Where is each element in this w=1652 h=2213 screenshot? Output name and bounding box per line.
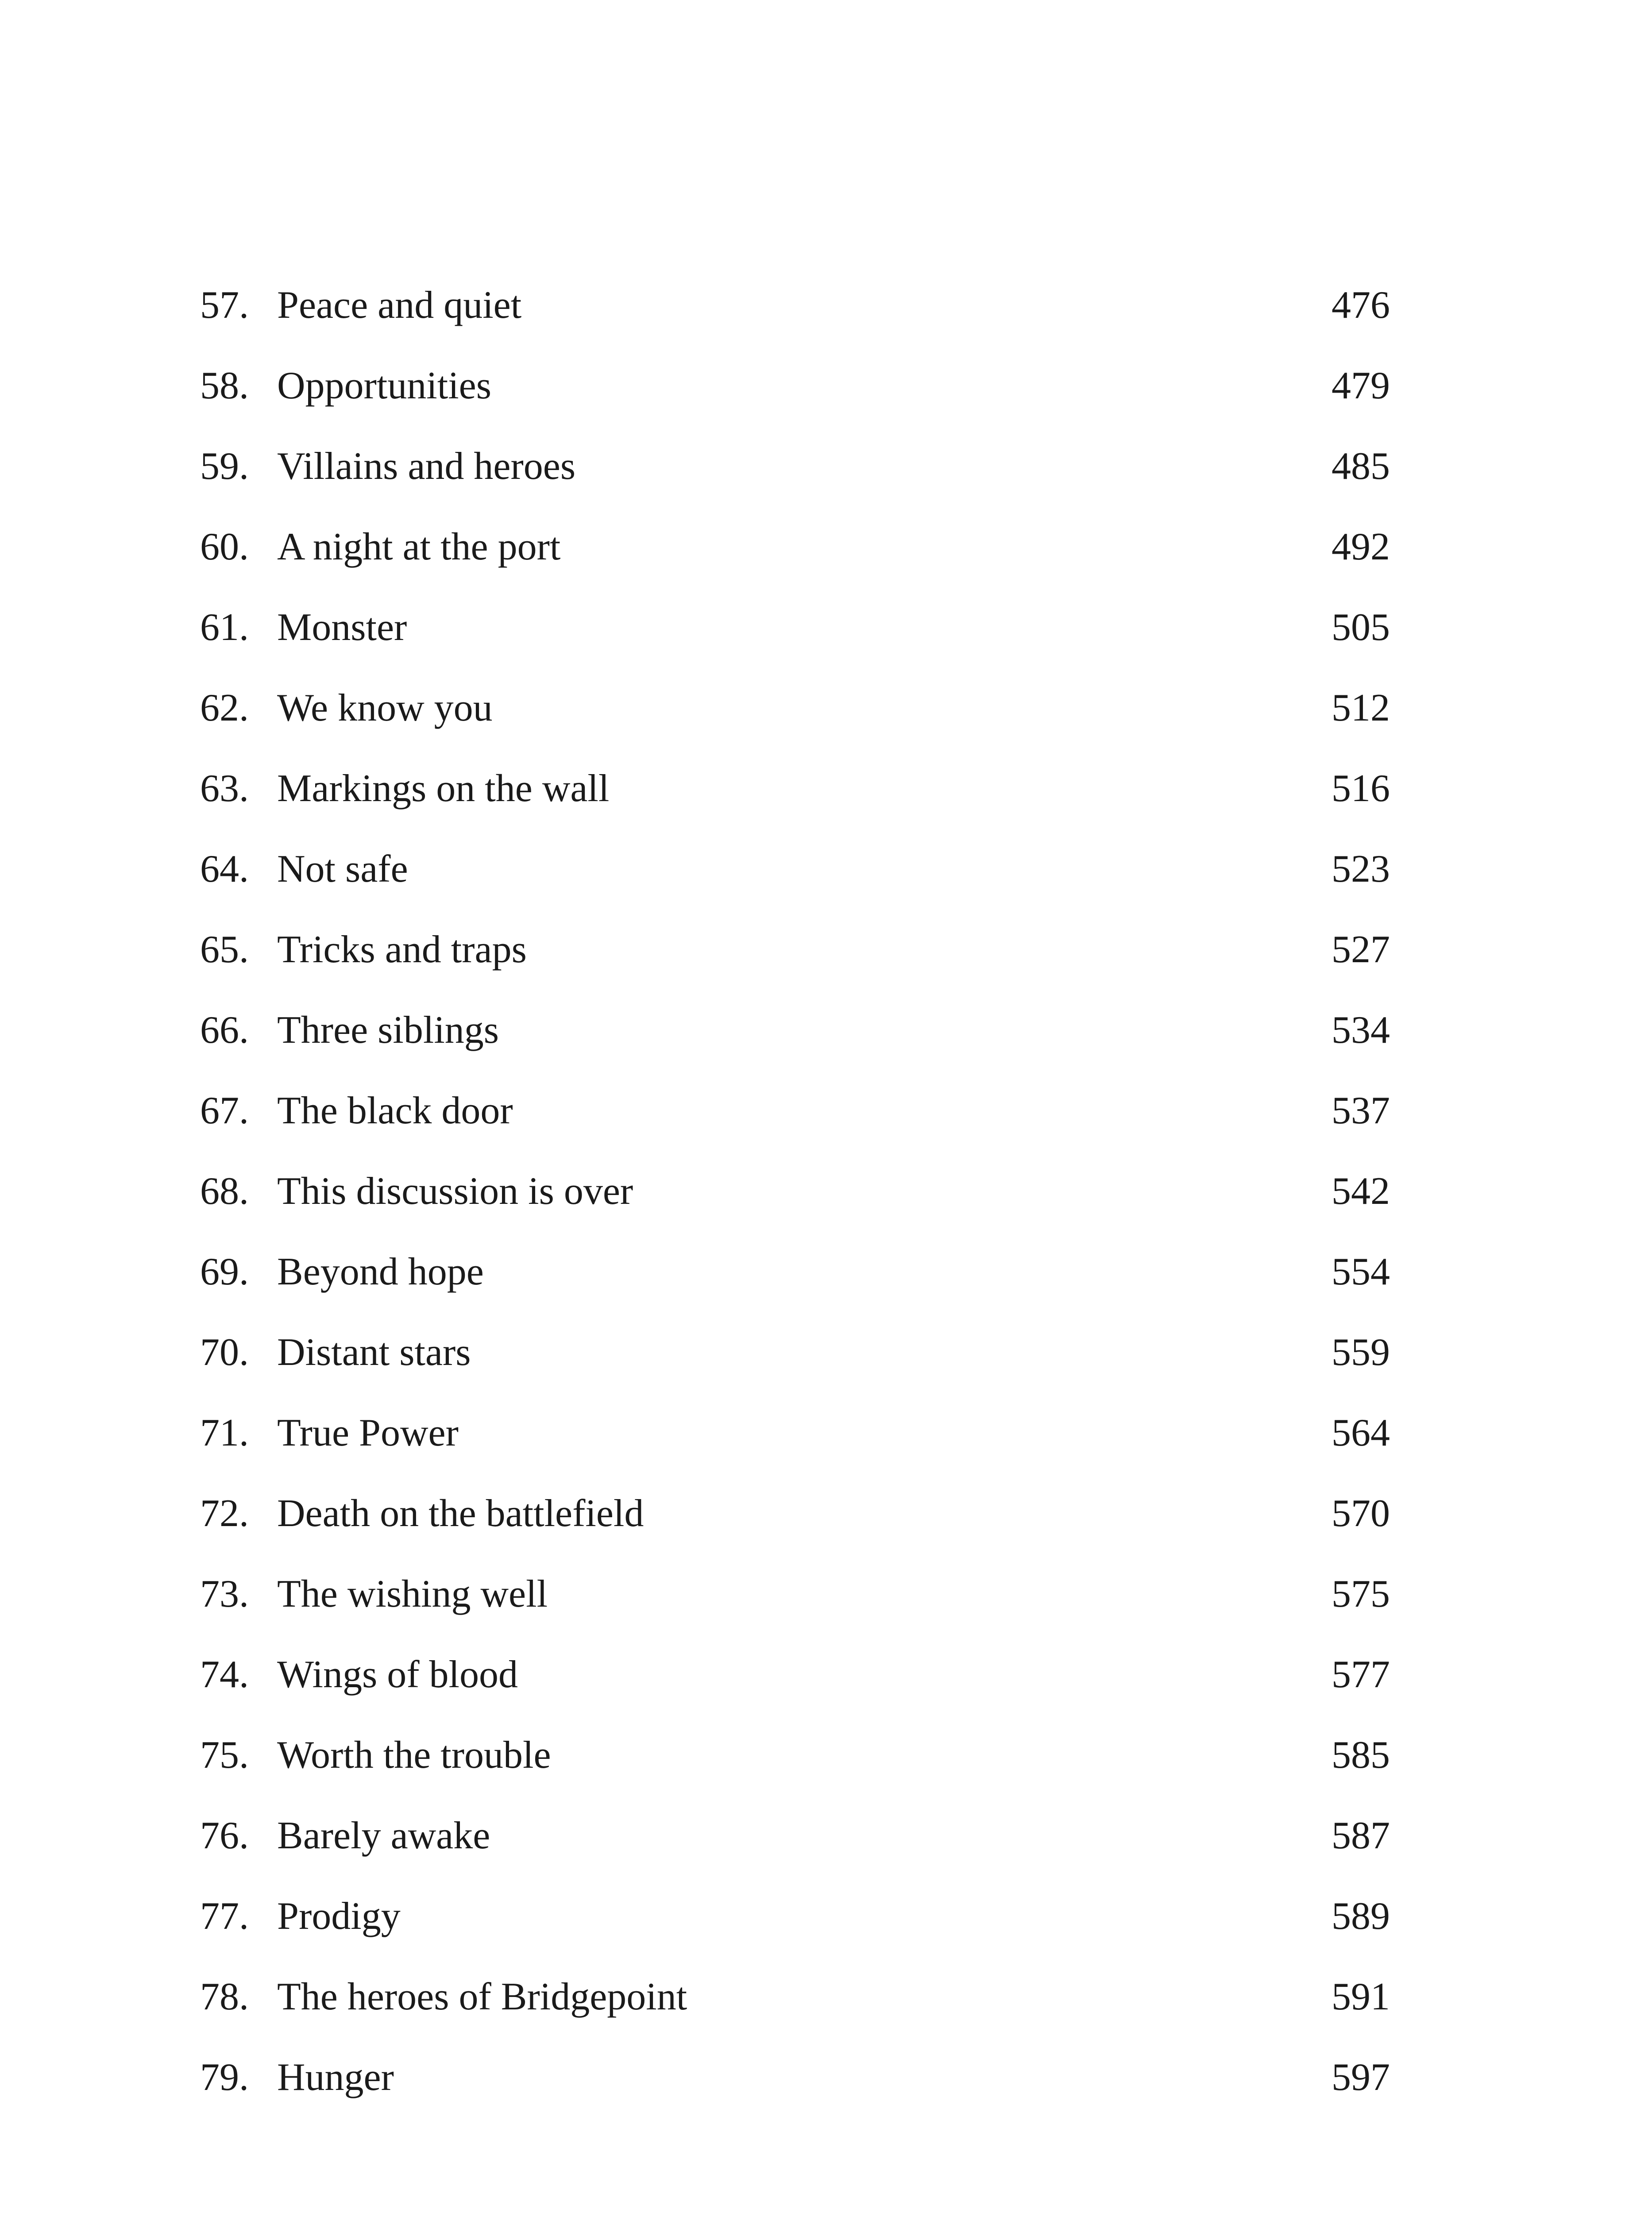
chapter-number: 71. [200,1411,249,1454]
page-number: 564 [1332,1411,1390,1454]
toc-entry [0,1326,1652,1379]
toc-entry [0,1648,1652,1701]
toc-entry [0,1245,1652,1299]
chapter-number: 65. [200,928,249,971]
chapter-number: 70. [200,1331,249,1374]
page-number: 537 [1332,1089,1390,1132]
chapter-number: 64. [200,848,249,891]
page-number: 589 [1332,1895,1390,1938]
chapter-title: Peace and quiet [277,284,522,327]
chapter-title: Worth the trouble [277,1734,551,1777]
chapter-number: 77. [200,1895,249,1938]
toc-entry [0,1970,1652,2024]
toc-entry [0,1407,1652,1460]
chapter-number: 74. [200,1653,249,1696]
chapter-number: 66. [200,1009,249,1052]
chapter-title: Three siblings [277,1009,499,1052]
toc-entry [0,1487,1652,1540]
chapter-title: This discussion is over [277,1170,633,1213]
chapter-title: Monster [277,606,407,649]
page-number: 575 [1332,1573,1390,1615]
toc-entry [0,1890,1652,1943]
toc-entry [0,1084,1652,1137]
toc-entry [0,440,1652,493]
toc-entry [0,520,1652,574]
toc-entry [0,601,1652,654]
page-number: 485 [1332,445,1390,488]
chapter-title: We know you [277,686,493,729]
chapter-number: 75. [200,1734,249,1777]
page-number: 505 [1332,606,1390,649]
chapter-title: Distant stars [277,1331,471,1374]
chapter-number: 78. [200,1975,249,2018]
chapter-number: 58. [200,364,249,407]
chapter-title: Opportunities [277,364,491,407]
toc-entry [0,1729,1652,1782]
toc-entry [0,2051,1652,2104]
toc-entry [0,1165,1652,1218]
chapter-number: 79. [200,2056,249,2099]
toc-entry [0,923,1652,976]
toc-entry [0,843,1652,896]
chapter-title: Beyond hope [277,1250,484,1293]
chapter-title: The heroes of Bridgepoint [277,1975,687,2018]
page-number: 554 [1332,1250,1390,1293]
chapter-number: 68. [200,1170,249,1213]
page-number: 527 [1332,928,1390,971]
chapter-number: 67. [200,1089,249,1132]
chapter-title: The wishing well [277,1573,548,1615]
chapter-title: Wings of blood [277,1653,518,1696]
toc-entry [0,1809,1652,1862]
toc-entry [0,279,1652,332]
chapter-number: 59. [200,445,249,488]
page-number: 585 [1332,1734,1390,1777]
chapter-title: The black door [277,1089,513,1132]
page-number: 591 [1332,1975,1390,2018]
chapter-number: 72. [200,1492,249,1535]
page-number: 570 [1332,1492,1390,1535]
page-number: 479 [1332,364,1390,407]
chapter-title: True Power [277,1411,459,1454]
chapter-title: Barely awake [277,1814,490,1857]
page-number: 559 [1332,1331,1390,1374]
chapter-title: Markings on the wall [277,767,610,810]
chapter-number: 62. [200,686,249,729]
page-number: 492 [1332,525,1390,568]
page-number: 542 [1332,1170,1390,1213]
chapter-number: 60. [200,525,249,568]
chapter-number: 73. [200,1573,249,1615]
chapter-title: Villains and heroes [277,445,576,488]
chapter-title: Prodigy [277,1895,401,1938]
chapter-number: 63. [200,767,249,810]
toc-entry [0,1568,1652,1621]
chapter-title: Hunger [277,2056,394,2099]
page-number: 597 [1332,2056,1390,2099]
chapter-number: 76. [200,1814,249,1857]
chapter-number: 69. [200,1250,249,1293]
page-number: 587 [1332,1814,1390,1857]
chapter-title: Not safe [277,848,408,891]
chapter-title: Tricks and traps [277,928,527,971]
toc-entry [0,359,1652,413]
chapter-title: A night at the port [277,525,561,568]
chapter-number: 61. [200,606,249,649]
toc-entry [0,762,1652,815]
page-number: 512 [1332,686,1390,729]
page-number: 577 [1332,1653,1390,1696]
toc-entry [0,1004,1652,1057]
page-number: 476 [1332,284,1390,327]
chapter-title: Death on the battlefield [277,1492,644,1535]
page-number: 523 [1332,848,1390,891]
chapter-number: 57. [200,284,249,327]
page-number: 516 [1332,767,1390,810]
page-number: 534 [1332,1009,1390,1052]
toc-entry [0,682,1652,735]
